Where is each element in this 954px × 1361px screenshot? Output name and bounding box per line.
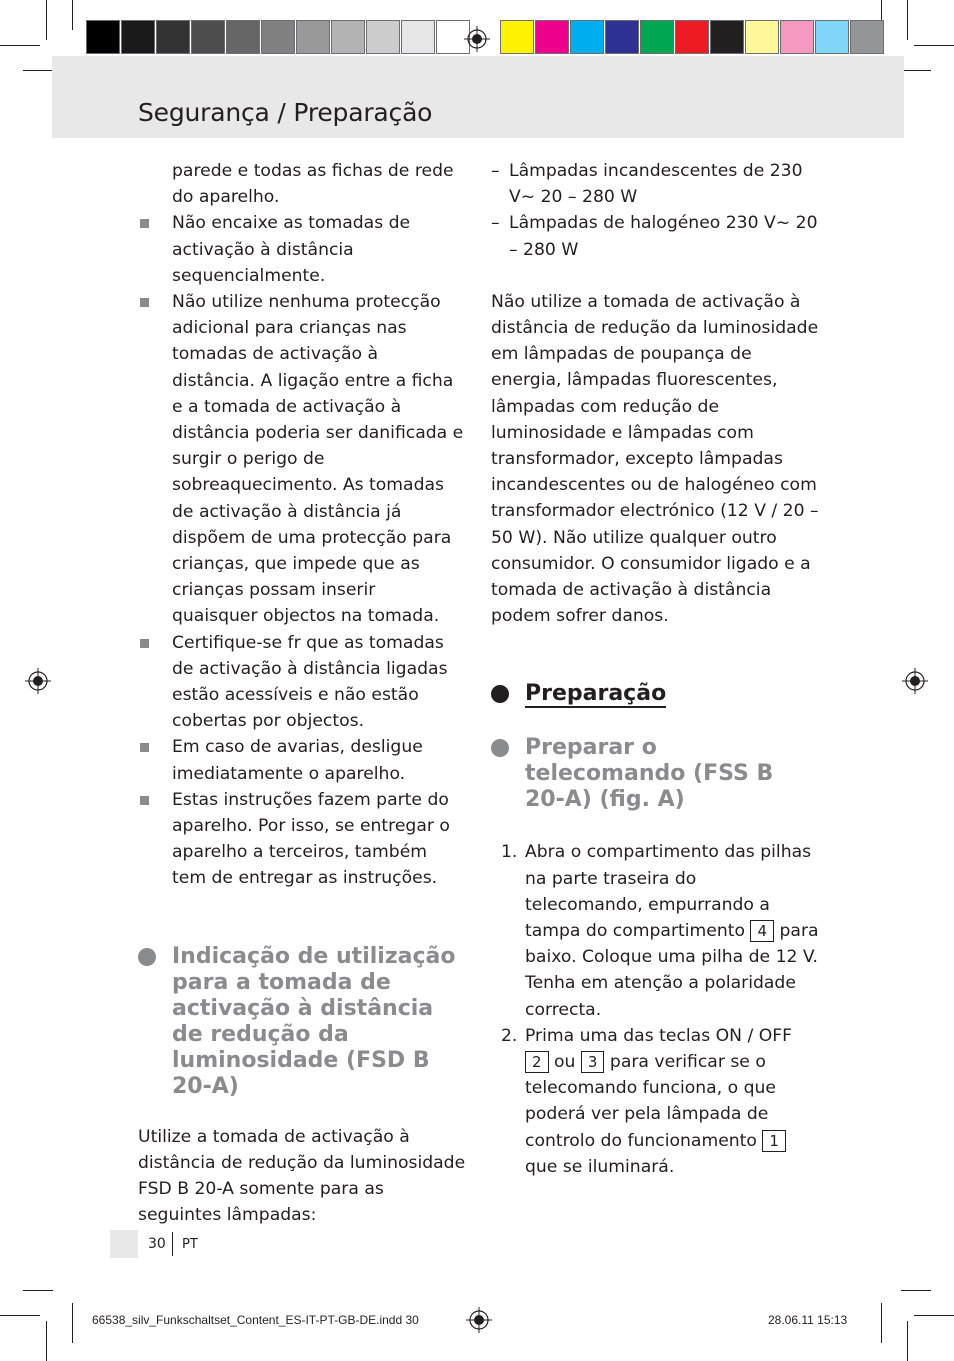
bullet-item [138, 289, 466, 630]
crop-mark [46, 0, 47, 40]
figure-reference: 1 [762, 1130, 786, 1152]
crop-mark [23, 1290, 53, 1291]
slug-filename: 66538_silv_Funkschaltset_Content_ES-IT-PT-GB-DE.indd 30 [92, 1313, 419, 1327]
right-column [491, 158, 819, 1180]
lamp-list-item [491, 158, 819, 210]
divider [172, 1232, 173, 1256]
gray-swatch [296, 20, 330, 54]
color-swatch [535, 20, 569, 54]
square-bullet-icon [140, 219, 149, 228]
crop-mark [72, 1303, 73, 1343]
color-swatch [850, 20, 884, 54]
bullet-text: Não encaixe as tomadas de activação à distância sequencialmente. [172, 213, 411, 286]
step-number: 1. [501, 842, 518, 863]
crop-mark [907, 1321, 908, 1361]
crop-mark [881, 1303, 882, 1343]
square-bullet-icon [140, 639, 149, 648]
color-swatch [780, 20, 814, 54]
color-swatch [710, 20, 744, 54]
gray-swatch [331, 20, 365, 54]
step-text: Prima uma das teclas ON / OFF [525, 1025, 793, 1046]
numbered-step [491, 839, 819, 1022]
crop-mark [0, 1315, 40, 1316]
step-text: para baixo. Coloque uma pilha de 12 V. Tenha em atenção a polaridade correcta. [525, 921, 819, 1020]
lamp-list-item [491, 210, 819, 262]
crop-mark [914, 1315, 954, 1316]
step-text: ou [554, 1052, 576, 1073]
registration-mark-icon [25, 668, 51, 694]
color-swatch [675, 20, 709, 54]
gray-swatch [401, 20, 435, 54]
crop-mark [23, 70, 53, 71]
bullet-dot-icon [491, 739, 509, 757]
grayscale-color-bar [86, 20, 471, 54]
gray-swatch [86, 20, 120, 54]
bullet-text: Certifique-se fr que as tomadas de activação à distância ligadas estão acessíveis e não estão cobertas por objectos. [172, 632, 448, 732]
left-column [138, 158, 466, 1229]
crop-mark [72, 0, 73, 30]
continued-text: parede e todas as fichas de rede do aparelho. [172, 161, 454, 208]
bullet-dot-icon [138, 948, 156, 966]
numbered-step [491, 1023, 819, 1180]
crop-mark [914, 45, 954, 46]
restriction-paragraph: Não utilize a tomada de activação à distância de redução da luminosidade em lâmpadas de poupança de energia, lâmpadas fluorescentes, lâmpadas com redução de luminosidade e lâmpadas com transformador, excepto lâmpadas incandescentes ou de halogéneo com transformador electrónico (12 V / 20 – 50 W). Não utilize qualquer outro consumidor. O consumidor ligado e a tomada de activação à distância podem sofrer danos. [491, 291, 819, 627]
slug-date: 28.06.11 15:13 [768, 1313, 848, 1327]
square-bullet-icon [140, 743, 149, 752]
process-color-bar [500, 20, 885, 54]
bullet-item [138, 210, 466, 289]
step-number: 2. [501, 1025, 518, 1046]
crop-mark [46, 1321, 47, 1361]
step-text: Abra o compartimento das pilhas na parte traseira do telecomando, empurrando a tampa do compartimento [525, 842, 812, 942]
color-swatch [640, 20, 674, 54]
step-text: que se iluminará. [525, 1156, 675, 1177]
registration-mark-icon [902, 668, 928, 694]
color-swatch [815, 20, 849, 54]
bullet-text: Em caso de avarias, desligue imediatamente o aparelho. [172, 737, 423, 784]
registration-mark-icon [464, 26, 490, 52]
gray-swatch [226, 20, 260, 54]
crop-mark [901, 1290, 931, 1291]
usage-paragraph: Utilize a tomada de activação à distância de redução da luminosidade FSD B 20-A somente para as seguintes lâmpadas: [138, 1126, 466, 1226]
registration-mark-icon [466, 1307, 492, 1333]
gray-swatch [156, 20, 190, 54]
section-heading-text: Preparar o telecomando (FSS B 20-A) (fig. A) [525, 735, 774, 813]
section-heading-remote [491, 735, 819, 813]
section-heading-text: Preparação [525, 681, 667, 707]
bullet-item [138, 787, 466, 892]
crop-mark [901, 70, 931, 71]
gray-swatch [366, 20, 400, 54]
language-code: PT [182, 1237, 198, 1252]
lamp-text: Lâmpadas incandescentes de 230 V~ 20 – 280 W [509, 161, 803, 208]
bullet-dot-icon [491, 685, 509, 703]
color-swatch [745, 20, 779, 54]
color-swatch [500, 20, 534, 54]
dash-marker: – [491, 213, 500, 234]
page-title: Segurança / Preparação [138, 98, 433, 127]
crop-mark [907, 0, 908, 40]
gray-swatch [121, 20, 155, 54]
color-swatch [605, 20, 639, 54]
square-bullet-icon [140, 298, 149, 307]
footer-tab [110, 1230, 138, 1258]
figure-reference: 3 [581, 1051, 605, 1073]
page-number: 30 [148, 1236, 166, 1252]
bullet-text: Estas instruções fazem parte do aparelho. Por isso, se entregar o aparelho a terceiros, também tem de entregar as instruções. [172, 789, 450, 889]
section-heading-text: Indicação de utilização para a tomada de activação à distância de redução da luminosidade (FSD B 20-A) [172, 943, 456, 1099]
color-swatch [570, 20, 604, 54]
step-text: para verificar se o telecomando funciona, o que poderá ver pela lâmpada de controlo do funcionamento [525, 1052, 776, 1151]
gray-swatch [191, 20, 225, 54]
section-heading-usage [138, 944, 466, 1100]
bullet-item [138, 734, 466, 786]
lamp-text: Lâmpadas de halogéneo 230 V~ 20 – 280 W [509, 213, 818, 260]
crop-mark [0, 45, 40, 46]
section-heading-preparation [491, 681, 819, 707]
bullet-item [138, 630, 466, 735]
dash-marker: – [491, 161, 500, 181]
figure-reference: 2 [525, 1051, 549, 1073]
figure-reference: 4 [750, 920, 774, 942]
bullet-text: Não utilize nenhuma protecção adicional para crianças nas tomadas de activação à distância. A ligação entre a ficha e a tomada de activação à distância poderia ser danificada e surgir o perigo de sobreaquecimento. As tomadas de activação à distância já dispõem de uma protecção para crianças, que impede que as crianças possam inserir quaisquer objectos na tomada. [172, 292, 464, 627]
square-bullet-icon [140, 796, 149, 805]
gray-swatch [261, 20, 295, 54]
